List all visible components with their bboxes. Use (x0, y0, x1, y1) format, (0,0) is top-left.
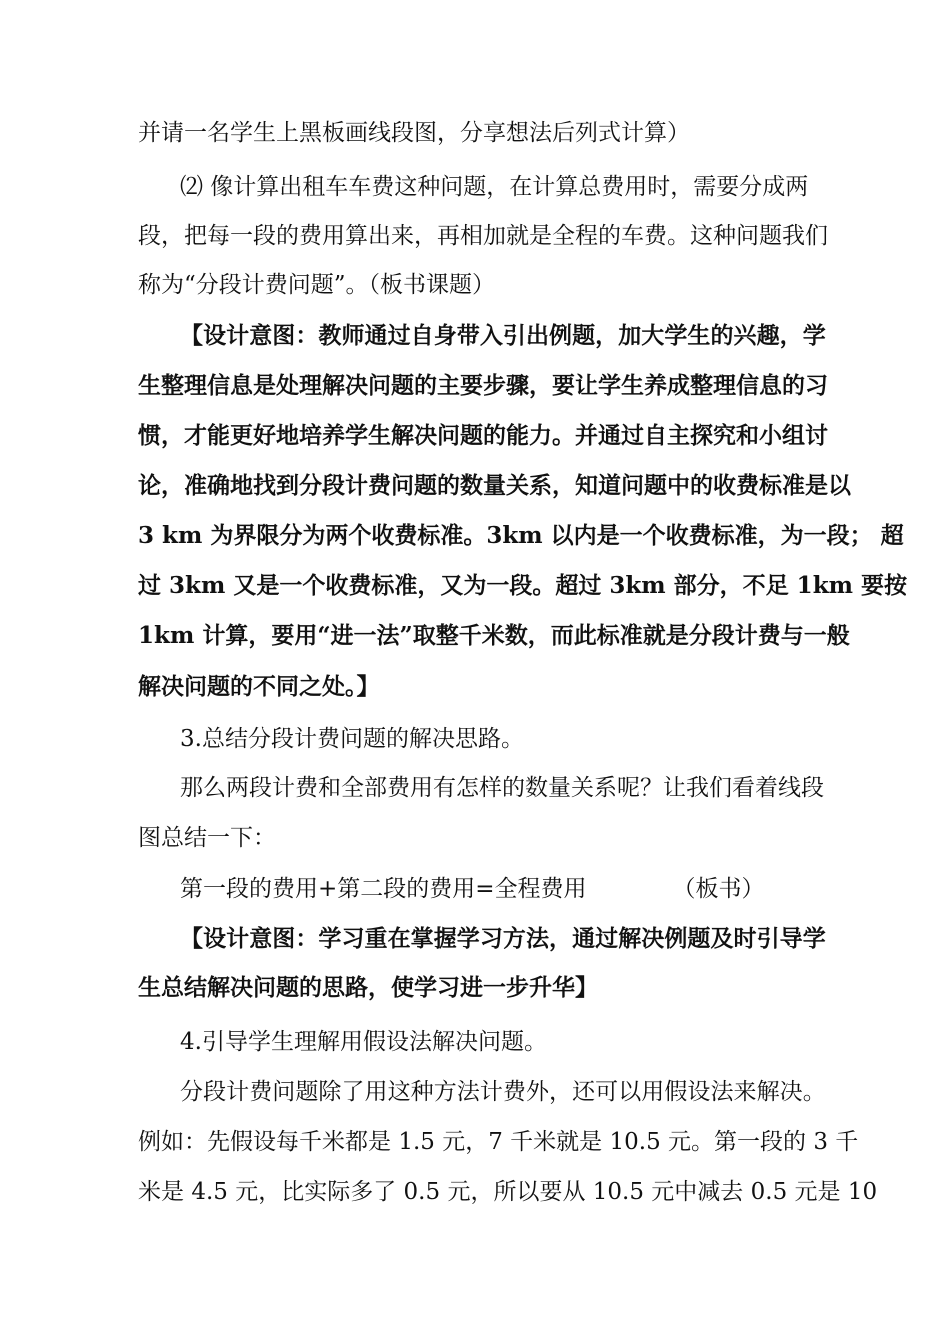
design-intent-line: 【 设 计 意 图 ： 教 师 通 过 自 身 带 入 引 出 例 题 ， 加 大 学 生 的 兴 趣 ， 学 (180, 322, 826, 349)
section-heading: 3.总结分段计费问题的解决思路。 (180, 726, 524, 752)
design-intent-line: 3 k m 为 界 限 分 为 两 个 收 费 标 准 。 3 k m 以 内 是 一 个 收 费 标 准 ， 为 一 段 ； 超 (138, 522, 904, 549)
paragraph-line: 图总结一下： (138, 825, 276, 851)
paragraph-line: 米 是 4 . 5 元 ， 比 实 际 多 了 0 . 5 元 ， 所 以 要 从 1 0 . 5 元 中 减 去 0 . 5 元 是 1 0 (138, 1179, 878, 1205)
design-intent-line: 生 整 理 信 息 是 处 理 解 决 问 题 的 主 要 步 骤 ， 要 让 学 生 养 成 整 理 信 息 的 习 (138, 372, 828, 399)
design-intent-line: 1 k m 计 算 ， 要 用 “ 进 一 法 ” 取 整 千 米 数 ， 而 此 标 准 就 是 分 段 计 费 与 一 般 (138, 622, 850, 649)
design-intent-line: 【 设 计 意 图 ： 学 习 重 在 掌 握 学 习 方 法 ， 通 过 解 决 例 题 及 时 引 导 学 (180, 925, 826, 952)
design-intent-line: 生总结解决问题的思路，使学习进一步升华】 (138, 974, 598, 1001)
design-intent-line: 论 ， 准 确 地 找 到 分 段 计 费 问 题 的 数 量 关 系 ， 知 道 问 题 中 的 收 费 标 准 是 以 (138, 472, 851, 499)
paragraph-line: 称为“分段计费问题”。（板书课题） (138, 272, 496, 298)
paragraph-line: ⑵ 像计算出租车车费这种问题，在计算总费用时，需要分成两 (180, 174, 809, 200)
paragraph-line: 例 如 ： 先 假 设 每 千 米 都 是 1 . 5 元 ， 7 千 米 就 是 1 0 . 5 元 。 第 一 段 的 3 千 (138, 1129, 859, 1155)
paragraph-line: 那么两段计费和全部费用有怎样的数量关系呢？让我们看着线段 (180, 775, 824, 801)
formula-note: （板书） (672, 876, 765, 902)
section-heading: 4.引导学生理解用假设法解决问题。 (180, 1029, 547, 1055)
formula-line (180, 874, 840, 904)
design-intent-line: 解决问题的不同之处。】 (138, 673, 380, 700)
design-intent-line: 过 3 k m 又 是 一 个 收 费 标 准 ， 又 为 一 段 。 超 过 3 k m 部 分 ， 不 足 1 k m 要 按 (138, 572, 907, 599)
paragraph-line: 分 段 计 费 问 题 除 了 用 这 种 方 法 计 费 外 ， 还 可 以 用 假 设 法 来 解 决 。 (180, 1079, 826, 1105)
paragraph-line: 并请一名学生上黑板画线段图，分享想法后列式计算） (138, 120, 690, 146)
paragraph-line: 段 ， 把 每 一 段 的 费 用 算 出 来 ， 再 相 加 就 是 全 程 的 车 费 。 这 种 问 题 我 们 (138, 223, 828, 249)
formula: 第一段的费用+第二段的费用=全程费用 (180, 876, 587, 902)
design-intent-line: 惯 ， 才 能 更 好 地 培 养 学 生 解 决 问 题 的 能 力 。 并 通 过 自 主 探 究 和 小 组 讨 (138, 422, 828, 449)
